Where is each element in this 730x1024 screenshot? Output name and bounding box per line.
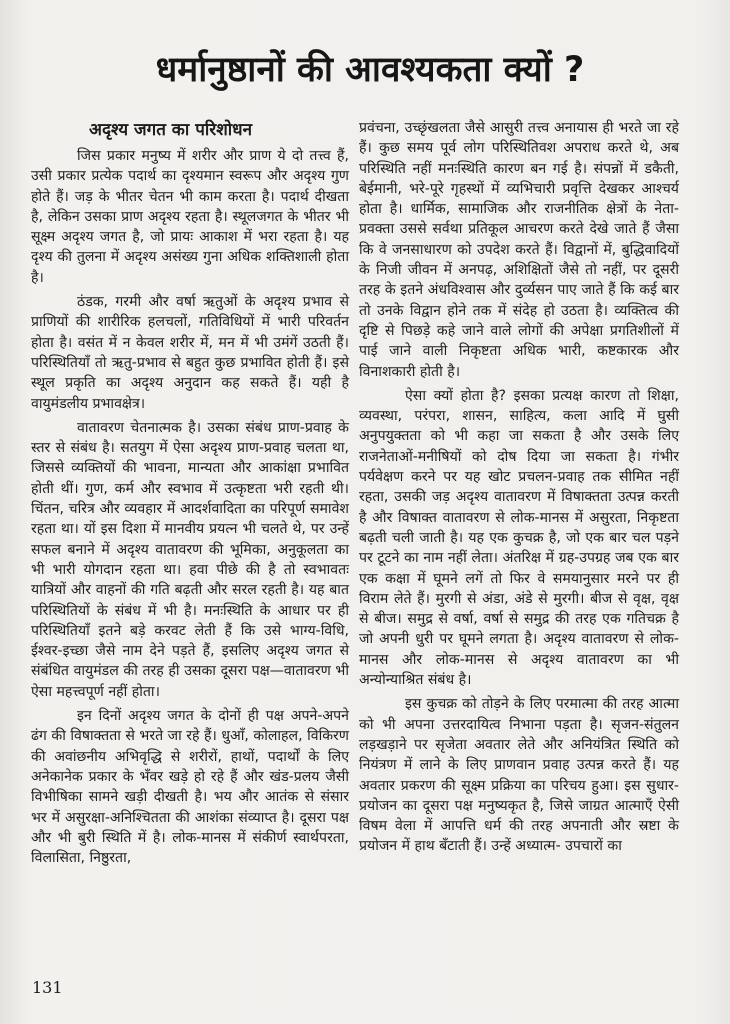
page-number: 131	[32, 978, 63, 997]
paragraph: ठंडक, गरमी और वर्षा ऋतुओं के अदृश्य प्रभाव से प्राणियों की शारीरिक हलचलों, गतिविधियों में भारी परिवर्तन होता है। वसंत में न केवल शरीर में, मन में भी उमंगें उठती हैं। परिस्थितियाँ तो ऋतु-प्रभाव से बहुत कुछ प्रभावित होती हैं। इसे स्थूल प्रकृति का अदृश्य अनुदान कह सकते हैं। यही है वायुमंडलीय प्रभावक्षेत्र।	[31, 294, 349, 412]
paragraph: वातावरण चेतनात्मक है। उसका संबंध प्राण-प्रवाह के स्तर से संबंध है। सतयुग में ऐसा अदृश्य प्राण-प्रवाह चलता था, जिससे व्यक्तियों की भावना, मान्यता और आकांक्षा प्रभावित होती थीं। गुण, कर्म और स्वभाव में उत्कृष्टता भरी रहती थी। चिंतन, चरित्र और व्यवहार में आदर्शवादिता का परिपूर्ण समावेश रहता था। यों इस दिशा में मानवीय प्रयत्न भी चलते थे, पर उन्हें सफल बनाने में अदृश्य वातावरण की भूमिका, अनुकूलता का भी भारी योगदान रहता था। हवा पीछे की है तो स्वभावतः यात्रियों और वाहनों की गति बढ़ती और सरल रहती है। यह बात परिस्थितियों के संबंध में भी है। मनःस्थिति के आधार पर ही परिस्थितियाँ इतने बड़े करवट लेती हैं कि उसे भाग्य-विधि, ईश्वर-इच्छा जैसे नाम देने पड़ते हैं, इसलिए अदृश्य जगत से संबंधित वायुमंडल की तरह ही उसका दूसरा पक्ष—वातावरण भी ऐसा महत्त्वपूर्ण नहीं होता।	[31, 419, 349, 700]
page-title: धर्मानुष्ठानों की आवश्यकता क्यों ?	[155, 50, 585, 90]
paragraph: इन दिनों अदृश्य जगत के दोनों ही पक्ष अपने-अपने ढंग की विषाक्तता से भरते जा रहे हैं। धुआँ, कोलाहल, विकिरण की अवांछनीय अभिवृद्धि से शरीरों, हाथों, पदार्थों के लिए अनेकानेक प्रकार के भँवर खड़े हो रहे हैं और खंड-प्रलय जैसी विभीषिका सामने खड़ी दीखती है। भय और आतंक से संसार भर में असुरक्षा-अनिश्चितता की आशंका संव्याप्त है। दूसरा पक्ष और भी बुरी स्थिति में है। लोक-मानस में संकीर्ण स्वार्थपरता, विलासिता, निष्ठुरता,	[31, 708, 349, 867]
paragraph: प्रवंचना, उच्छृंखलता जैसे आसुरी तत्त्व अनायास ही भरते जा रहे हैं। कुछ समय पूर्व लोग परिस्थितिवश अपराध करते थे, अब परिस्थिति नहीं मनःस्थिति कारण बन गई है। संपन्नों में डकैती, बेईमानी, भरे-पूरे गृहस्थों में व्यभिचारी प्रवृत्ति देखकर आश्चर्य होता है। धार्मिक, सामाजिक और राजनीतिक क्षेत्रों के नेता-प्रवक्ता उससे सर्वथा प्रतिकूल आचरण करते देखे जाते हैं जैसा कि वे जनसाधारण को उपदेश करते हैं। विद्वानों में, बुद्धिवादियों के निजी जीवन में अनपढ़, अशिक्षितों जैसे तो नहीं, पर दूसरी तरह के इतने अंधविश्वास और दुर्व्यसन पाए जाते हैं कि कई बार तो उनके विद्वान होने तक में संदेह हो उठता है। व्यक्तित्व की दृष्टि से पिछड़े कहे जाने वाले लोगों की अपेक्षा प्रगतिशीलों में पाई जाने वाली निकृष्टता अधिक भारी, कष्टकारक और विनाशकारी होती है।	[359, 120, 679, 380]
right-column	[359, 118, 679, 861]
left-column	[31, 118, 349, 872]
paragraph: ऐसा क्यों होता है? इसका प्रत्यक्ष कारण तो शिक्षा, व्यवस्था, परंपरा, शासन, साहित्य, कला आदि में घुसी अनुपयुक्तता को भी कहा जा सकता है और उसके लिए राजनेताओं-मनीषियों को दोष दिया जा सकता है। गंभीर पर्यवेक्षण करने पर यह खोट प्रचलन-प्रवाह तक सीमित नहीं रहता, उसकी जड़ अदृश्य वातावरण में विषाक्तता उत्पन्न करती है और विषाक्त वातावरण से लोक-मानस में असुरता, निकृष्टता बढ़ती चली जाती है। यह एक कुचक्र है, जो एक बार चल पड़ने पर टूटने का नाम नहीं लेता। अंतरिक्ष में ग्रह-उपग्रह जब एक बार एक कक्षा में घूमने लगें तो फिर वे समयानुसार मरने पर ही विराम लेते हैं। मुरगी से अंडा, अंडे से मुरगी। बीज से वृक्ष, वृक्ष से बीज। समुद्र से वर्षा, वर्षा से समुद्र की तरह एक गतिचक्र है जो अपनी धुरी पर घूमने लगता है। अदृश्य वातावरण से लोक-मानस और लोक-मानस से अदृश्य वातावरण का भी अन्योन्याश्रित संबंध है।	[359, 387, 679, 689]
paragraph: इस कुचक्र को तोड़ने के लिए परमात्मा की तरह आत्मा को भी अपना उत्तरदायित्व निभाना पड़ता है। सृजन-संतुलन लड़खड़ाने पर सृजेता अवतार लेते और अनियंत्रित स्थिति को नियंत्रण में लाने के लिए प्राणवान प्रवाह उत्पन्न करते हैं। यह अवतार प्रकरण की सूक्ष्म प्रक्रिया का परिचय हुआ। इस सुधार-प्रयोजन का दूसरा पक्ष मनुष्यकृत है, जिसे जाग्रत आत्माएँ ऐसी विषम वेला में आपत्ति धर्म की तरह अपनाती और स्रष्टा के प्रयोजन में हाथ बँटाती हैं। उन्हें अध्यात्म- उपचारों का	[359, 696, 679, 855]
paragraph: जिस प्रकार मनुष्य में शरीर और प्राण ये दो तत्त्व हैं, उसी प्रकार प्रत्येक पदार्थ का दृश्यमान स्वरूप और अदृश्य गुण होते हैं। जड़ के भीतर चेतन भी काम करता है। पदार्थ दीखता है, लेकिन उसका प्राण अदृश्य रहता है। स्थूलजगत के भीतर भी सूक्ष्म अदृश्य जगत है, जो प्रायः आकाश में भरा रहता है। यह दृश्य की तुलना में अदृश्य असंख्य गुना अधिक शक्तिशाली होता है।	[31, 148, 349, 286]
section-heading: अदृश्य जगत का परिशोधन	[89, 120, 253, 140]
